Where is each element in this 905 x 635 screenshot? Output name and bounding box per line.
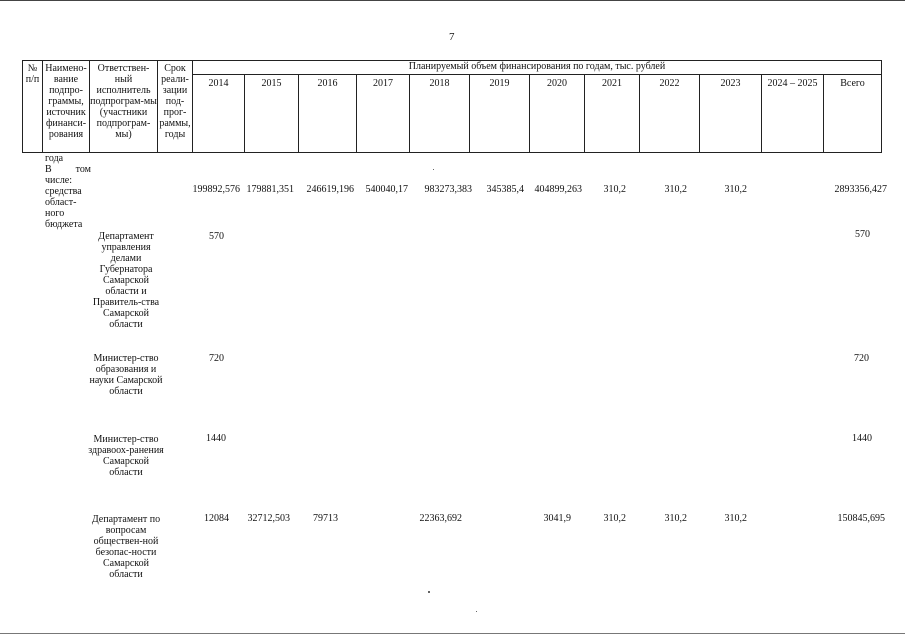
header-year: 2016 [299,75,357,153]
executor-ministry-health: Министер-ство здравоох-ранения Самарской области [88,434,164,478]
value-total: 570 [855,229,870,240]
value-2015: 179881,351 [246,184,294,195]
value-2015: 32712,503 [247,513,290,524]
value-2014: 1440 [206,433,226,444]
value-2023: 310,2 [724,184,747,195]
source-line: года [45,153,64,164]
header-col-number: № п/п [23,61,43,153]
value-2017: 540040,17 [365,184,408,195]
header-year: 2023 [700,75,762,153]
scan-border-top [0,0,905,1]
scan-speck [476,611,477,612]
source-line [45,164,91,175]
value-2020: 404899,263 [534,184,582,195]
header-year: 2021 [585,75,640,153]
header-planned-financing: Планируемый объем финансирования по годам, тыс. рублей [193,61,882,75]
value-2014: 199892,576 [192,184,240,195]
value-2022: 310,2 [664,184,687,195]
header-year: 2015 [245,75,299,153]
executor-dept-governor: Департамент управления делами Губернатора Самарской области и Правитель-ства Самарской области [92,231,160,330]
header-year: 2020 [530,75,585,153]
value-2019: 345385,4 [486,184,524,195]
value-2014: 12084 [204,513,229,524]
value-2014: 570 [209,231,224,242]
source-text [45,153,91,230]
source-line: числе: [45,175,73,186]
executor-ministry-education: Министер-ство образования и науки Самарской области [89,353,163,397]
source-word: том [75,164,91,175]
value-2016: 79713 [313,513,338,524]
header-col-term: Срок реали-зации под-прог-раммы, годы [158,61,193,153]
value-total: 150845,695 [837,513,885,524]
header-col-executor: Ответствен-ный исполнитель подпрограм-мы (участники подпрограм-мы) [90,61,158,153]
value-total: 1440 [852,433,872,444]
value-2020: 3041,9 [543,513,571,524]
value-2021: 310,2 [603,513,626,524]
value-2014: 720 [209,353,224,364]
header-col-name: Наимено-вание подпро-граммы, источник финанси-рования [43,61,90,153]
page-number: 7 [449,31,455,43]
header-year: 2017 [357,75,410,153]
scan-speck [428,591,430,593]
value-2021: 310,2 [603,184,626,195]
header-year: 2022 [640,75,700,153]
value-total: 2893356,427 [834,184,887,195]
header-year: 2018 [410,75,470,153]
header-year: 2014 [193,75,245,153]
scan-speck [433,169,434,170]
header-year: 2019 [470,75,530,153]
source-line: ного [45,208,65,219]
header-total: Всего [824,75,882,153]
value-2022: 310,2 [664,513,687,524]
executor-dept-security: Департамент по вопросам обществен-ной безопас-ности Самарской области [91,514,161,580]
source-word: В [45,164,52,175]
value-2016: 246619,196 [306,184,354,195]
value-2018: 22363,692 [419,513,462,524]
value-total: 720 [854,353,869,364]
source-line: област- [45,197,77,208]
value-2023: 310,2 [724,513,747,524]
value-2018: 983273,383 [424,184,472,195]
financing-table-header [22,60,882,153]
header-year: 2024 – 2025 [762,75,824,153]
source-line: бюджета [45,219,83,230]
source-line: средства [45,186,82,197]
scan-border-bottom [0,633,905,634]
